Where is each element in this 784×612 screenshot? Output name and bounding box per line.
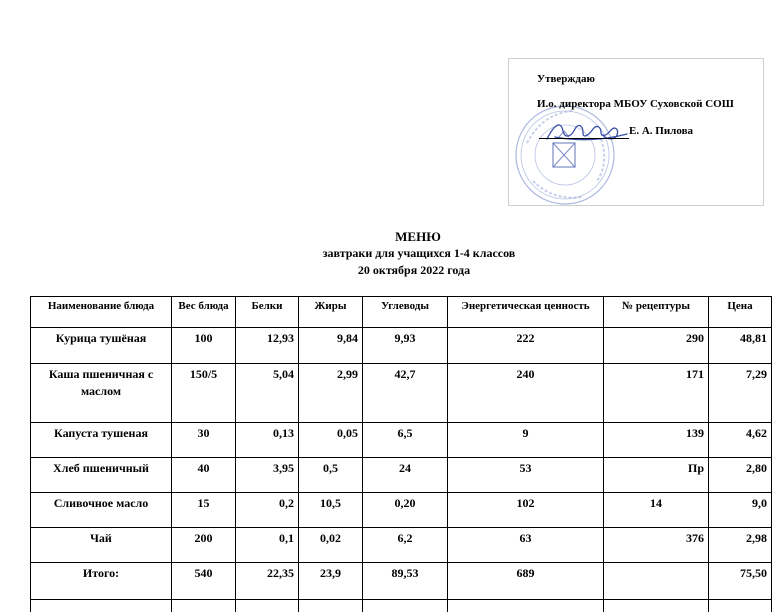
cell-total-energy: 689 xyxy=(448,563,604,600)
empty-cell xyxy=(31,600,172,612)
header-weight: Вес блюда xyxy=(172,297,236,328)
header-carbs: Углеводы xyxy=(363,297,448,328)
cell-dish-name: Хлеб пшеничный xyxy=(31,458,172,493)
cell-total-fats: 23,9 xyxy=(299,563,363,600)
header-recipe-number: № рецептуры xyxy=(604,297,709,328)
cell-total-price: 75,50 xyxy=(709,563,772,600)
cell-energy: 63 xyxy=(448,528,604,563)
approval-director-name: Е. А. Пилова xyxy=(629,125,694,137)
cell-energy: 102 xyxy=(448,493,604,528)
cell-dish-name: Сливочное масло xyxy=(31,493,172,528)
cell-fats: 0,05 xyxy=(299,423,363,458)
signature-line xyxy=(539,138,629,139)
cell-price: 2,80 xyxy=(709,458,772,493)
cell-weight: 40 xyxy=(172,458,236,493)
empty-cell xyxy=(236,600,299,612)
cell-carbs: 6,5 xyxy=(363,423,448,458)
cell-price: 9,0 xyxy=(709,493,772,528)
cell-carbs: 24 xyxy=(363,458,448,493)
approval-approve-label: Утверждаю xyxy=(537,73,595,85)
table-row xyxy=(31,493,772,528)
cell-price: 2,98 xyxy=(709,528,772,563)
table-row xyxy=(31,528,772,563)
cell-total-carbs: 89,53 xyxy=(363,563,448,600)
cell-fats: 10,5 xyxy=(299,493,363,528)
table-row xyxy=(31,423,772,458)
cell-dish-name: Каша пшеничная с маслом xyxy=(31,364,172,423)
cell-carbs: 42,7 xyxy=(363,364,448,423)
empty-cell xyxy=(172,600,236,612)
cell-recipe-number: 290 xyxy=(604,328,709,364)
header-price: Цена xyxy=(709,297,772,328)
cell-fats: 0,5 xyxy=(299,458,363,493)
cell-proteins: 0,2 xyxy=(236,493,299,528)
director-signature xyxy=(545,117,629,145)
approval-director-title: И.о. директора МБОУ Суховской СОШ xyxy=(537,98,734,110)
cell-price: 48,81 xyxy=(709,328,772,364)
cell-proteins: 12,93 xyxy=(236,328,299,364)
menu-subtitle: завтраки для учащихся 1-4 классов xyxy=(322,246,516,260)
header-energy: Энергетическая ценность xyxy=(448,297,604,328)
cell-energy: 240 xyxy=(448,364,604,423)
cell-proteins: 3,95 xyxy=(236,458,299,493)
table-row xyxy=(31,328,772,364)
table-row xyxy=(31,458,772,493)
page-title: МЕНЮ xyxy=(395,229,441,244)
approval-block xyxy=(508,58,764,206)
empty-cell xyxy=(448,600,604,612)
cell-total-label: Итого: xyxy=(31,563,172,600)
cell-dish-name: Капуста тушеная xyxy=(31,423,172,458)
cell-fats: 9,84 xyxy=(299,328,363,364)
empty-cell xyxy=(709,600,772,612)
cell-price: 7,29 xyxy=(709,364,772,423)
cell-recipe-number: 14 xyxy=(604,493,709,528)
table-header-row xyxy=(31,297,772,328)
cell-total-weight: 540 xyxy=(172,563,236,600)
cell-total-proteins: 22,35 xyxy=(236,563,299,600)
cell-weight: 15 xyxy=(172,493,236,528)
cell-dish-name: Чай xyxy=(31,528,172,563)
cell-weight: 30 xyxy=(172,423,236,458)
header-proteins: Белки xyxy=(236,297,299,328)
header-fats: Жиры xyxy=(299,297,363,328)
table-row xyxy=(31,364,772,423)
cell-recipe-number: Пр xyxy=(604,458,709,493)
menu-title-block xyxy=(0,229,784,279)
cell-energy: 53 xyxy=(448,458,604,493)
cell-proteins: 0,13 xyxy=(236,423,299,458)
empty-cell xyxy=(363,600,448,612)
cell-total-recipe-number xyxy=(604,563,709,600)
cell-energy: 222 xyxy=(448,328,604,364)
cell-recipe-number: 139 xyxy=(604,423,709,458)
cell-energy: 9 xyxy=(448,423,604,458)
cell-fats: 2,99 xyxy=(299,364,363,423)
header-dish-name: Наименование блюда xyxy=(31,297,172,328)
cell-recipe-number: 376 xyxy=(604,528,709,563)
cell-proteins: 0,1 xyxy=(236,528,299,563)
table-total-row xyxy=(31,563,772,600)
table-row-empty xyxy=(31,600,772,612)
cell-carbs: 0,20 xyxy=(363,493,448,528)
empty-cell xyxy=(299,600,363,612)
menu-table xyxy=(30,296,772,612)
cell-weight: 150/5 xyxy=(172,364,236,423)
cell-recipe-number: 171 xyxy=(604,364,709,423)
cell-carbs: 9,93 xyxy=(363,328,448,364)
cell-proteins: 5,04 xyxy=(236,364,299,423)
cell-price: 4,62 xyxy=(709,423,772,458)
cell-carbs: 6,2 xyxy=(363,528,448,563)
empty-cell xyxy=(604,600,709,612)
cell-weight: 200 xyxy=(172,528,236,563)
cell-dish-name: Курица тушёная xyxy=(31,328,172,364)
cell-fats: 0,02 xyxy=(299,528,363,563)
menu-date: 20 октября 2022 года xyxy=(357,263,471,277)
cell-weight: 100 xyxy=(172,328,236,364)
